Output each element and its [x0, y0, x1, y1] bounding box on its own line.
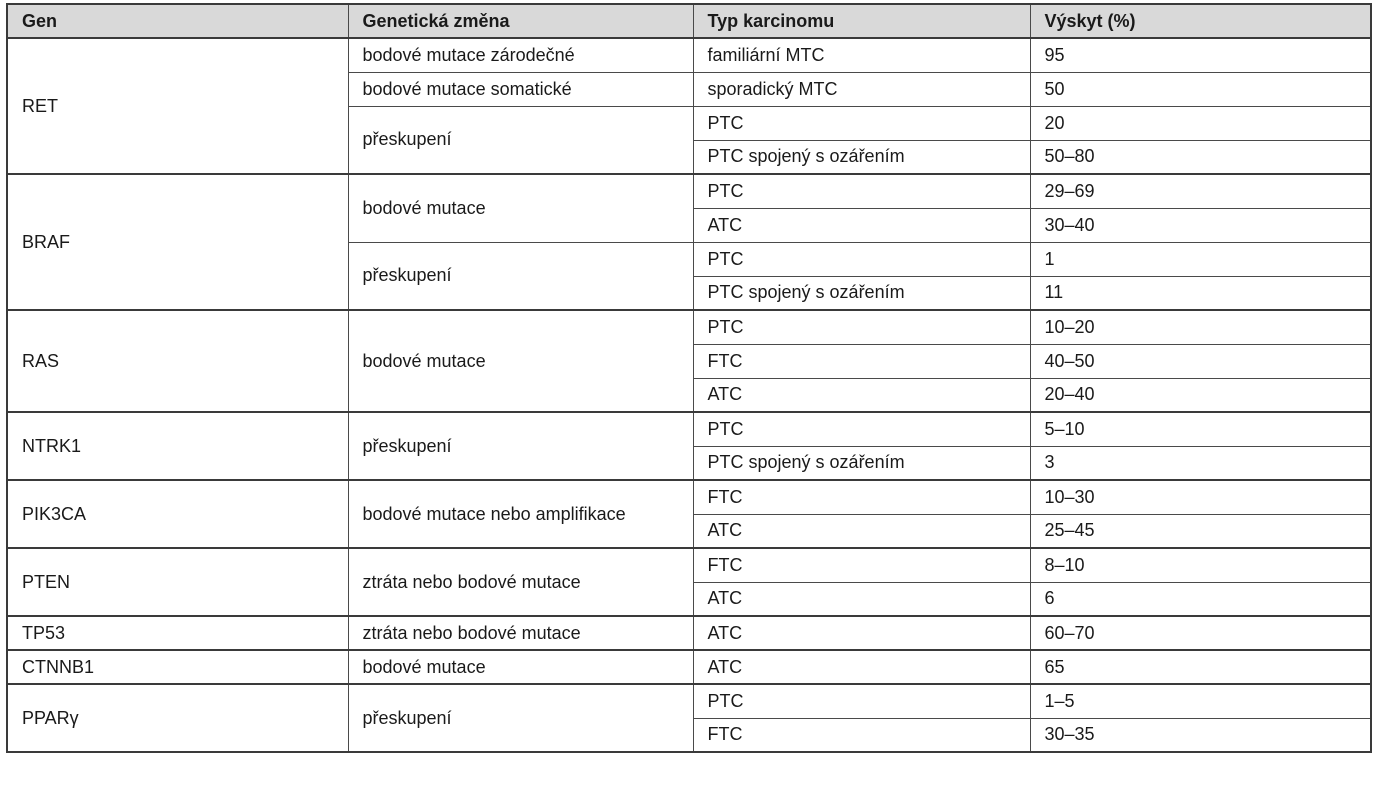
- table-row: [7, 548, 1371, 582]
- incidence-cell: 50: [1030, 72, 1371, 106]
- carcinoma-type-cell: ATC: [693, 378, 1030, 412]
- genetic-change-cell: bodové mutace: [348, 650, 693, 684]
- table-row: [7, 310, 1371, 344]
- carcinoma-type-cell: FTC: [693, 718, 1030, 752]
- genetic-change-cell: ztráta nebo bodové mutace: [348, 548, 693, 616]
- genetic-change-cell: přeskupení: [348, 106, 693, 174]
- incidence-cell: 30–35: [1030, 718, 1371, 752]
- incidence-cell: 50–80: [1030, 140, 1371, 174]
- carcinoma-type-cell: PTC: [693, 412, 1030, 446]
- gene-cell: TP53: [7, 616, 348, 650]
- carcinoma-type-cell: sporadický MTC: [693, 72, 1030, 106]
- genetic-change-cell: ztráta nebo bodové mutace: [348, 616, 693, 650]
- carcinoma-type-cell: FTC: [693, 548, 1030, 582]
- genetic-change-cell: bodové mutace zárodečné: [348, 38, 693, 72]
- carcinoma-type-cell: FTC: [693, 344, 1030, 378]
- carcinoma-type-cell: PTC spojený s ozářením: [693, 140, 1030, 174]
- genetic-change-cell: bodové mutace somatické: [348, 72, 693, 106]
- header-row: [7, 4, 1371, 38]
- incidence-cell: 20: [1030, 106, 1371, 140]
- gene-cell: NTRK1: [7, 412, 348, 480]
- genetic-change-cell: přeskupení: [348, 242, 693, 310]
- table-body: [7, 38, 1371, 752]
- carcinoma-type-cell: PTC: [693, 684, 1030, 718]
- gene-cell: CTNNB1: [7, 650, 348, 684]
- incidence-cell: 11: [1030, 276, 1371, 310]
- incidence-cell: 3: [1030, 446, 1371, 480]
- incidence-cell: 10–30: [1030, 480, 1371, 514]
- gene-cell: RET: [7, 38, 348, 174]
- incidence-cell: 95: [1030, 38, 1371, 72]
- carcinoma-type-cell: familiární MTC: [693, 38, 1030, 72]
- header-carcinoma-type: Typ karcinomu: [693, 4, 1030, 38]
- table-row: [7, 650, 1371, 684]
- incidence-cell: 20–40: [1030, 378, 1371, 412]
- incidence-cell: 5–10: [1030, 412, 1371, 446]
- genetic-change-cell: bodové mutace: [348, 174, 693, 242]
- gene-cell: RAS: [7, 310, 348, 412]
- carcinoma-type-cell: PTC: [693, 106, 1030, 140]
- genetic-change-cell: bodové mutace nebo amplifikace: [348, 480, 693, 548]
- incidence-cell: 8–10: [1030, 548, 1371, 582]
- carcinoma-type-cell: PTC: [693, 174, 1030, 208]
- incidence-cell: 65: [1030, 650, 1371, 684]
- gene-cell: PIK3CA: [7, 480, 348, 548]
- incidence-cell: 30–40: [1030, 208, 1371, 242]
- carcinoma-type-cell: PTC spojený s ozářením: [693, 446, 1030, 480]
- carcinoma-type-cell: ATC: [693, 582, 1030, 616]
- table-row: [7, 616, 1371, 650]
- carcinoma-type-cell: ATC: [693, 514, 1030, 548]
- carcinoma-type-cell: PTC spojený s ozářením: [693, 276, 1030, 310]
- incidence-cell: 1–5: [1030, 684, 1371, 718]
- carcinoma-type-cell: PTC: [693, 242, 1030, 276]
- incidence-cell: 60–70: [1030, 616, 1371, 650]
- carcinoma-type-cell: ATC: [693, 208, 1030, 242]
- incidence-cell: 29–69: [1030, 174, 1371, 208]
- gene-cell: PPARγ: [7, 684, 348, 752]
- table-row: [7, 412, 1371, 446]
- incidence-cell: 1: [1030, 242, 1371, 276]
- gene-alterations-table: [6, 3, 1372, 753]
- table-row: [7, 684, 1371, 718]
- genetic-change-cell: přeskupení: [348, 684, 693, 752]
- incidence-cell: 6: [1030, 582, 1371, 616]
- carcinoma-type-cell: ATC: [693, 616, 1030, 650]
- header-incidence: Výskyt (%): [1030, 4, 1371, 38]
- carcinoma-type-cell: FTC: [693, 480, 1030, 514]
- gene-cell: PTEN: [7, 548, 348, 616]
- table-row: [7, 480, 1371, 514]
- carcinoma-type-cell: PTC: [693, 310, 1030, 344]
- table-header: [7, 4, 1371, 38]
- gene-cell: BRAF: [7, 174, 348, 310]
- header-genetic-change: Genetická změna: [348, 4, 693, 38]
- genetic-change-cell: bodové mutace: [348, 310, 693, 412]
- incidence-cell: 10–20: [1030, 310, 1371, 344]
- table-row: [7, 174, 1371, 208]
- incidence-cell: 25–45: [1030, 514, 1371, 548]
- header-gene: Gen: [7, 4, 348, 38]
- genetic-change-cell: přeskupení: [348, 412, 693, 480]
- carcinoma-type-cell: ATC: [693, 650, 1030, 684]
- incidence-cell: 40–50: [1030, 344, 1371, 378]
- table-row: [7, 38, 1371, 72]
